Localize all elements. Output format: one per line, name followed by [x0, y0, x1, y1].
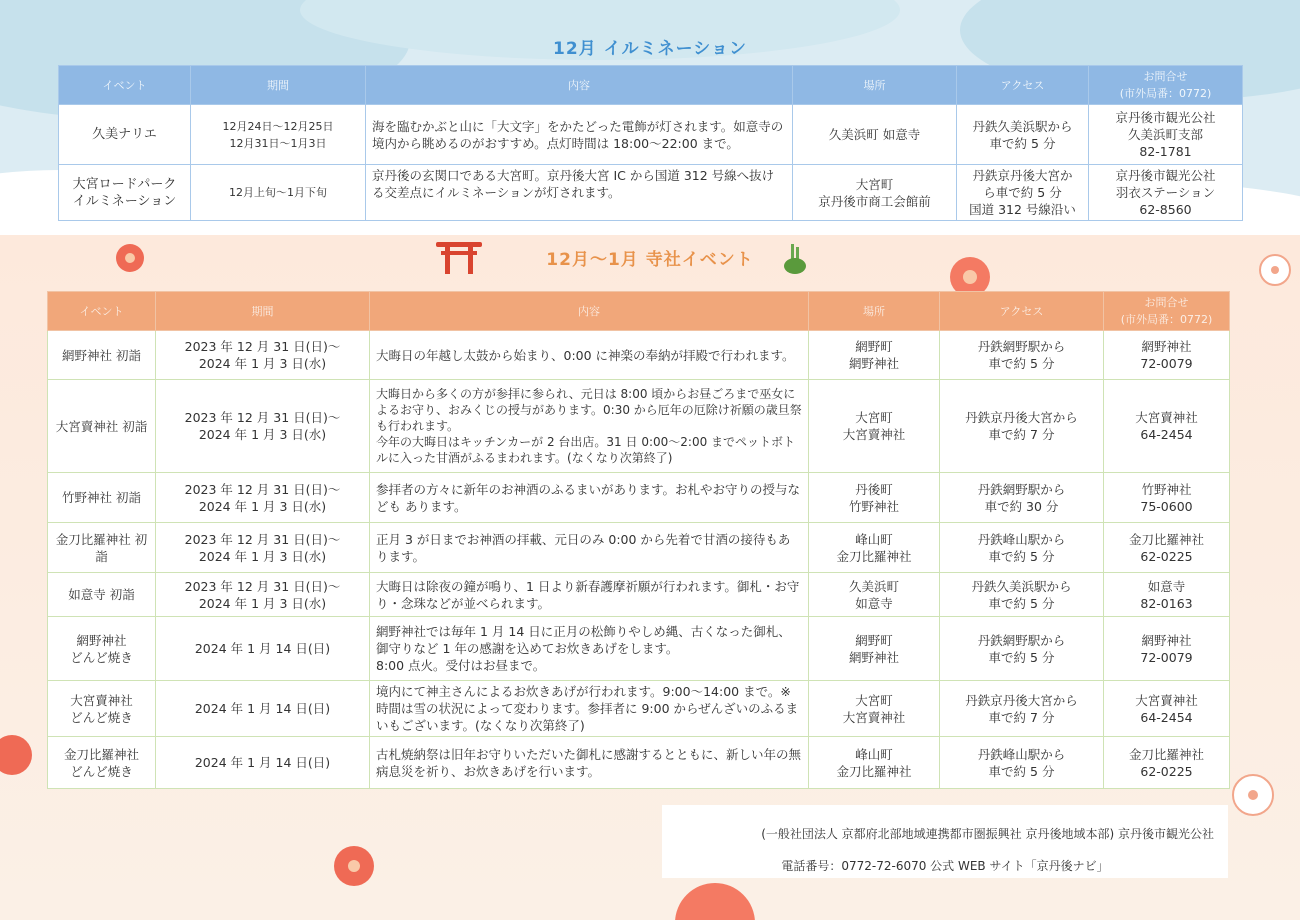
temple-events-title: 12月〜1月 寺社イベント: [546, 250, 754, 270]
event-period: 2023 年 12 月 31 日(日)〜 2024 年 1 月 3 日(水): [156, 380, 370, 473]
event-name: 網野神社 初詣: [48, 331, 156, 380]
event-place: 峰山町 金刀比羅神社: [809, 737, 940, 789]
header-contact: お問合せ (市外局番：0772): [1104, 292, 1230, 331]
event-content: 大晦日から多くの方が参拝に参られ、元日は 8:00 頃からお昼ごろまで巫女によるお守り、おみくじの授与があります。0:30 から厄年の厄除け祈願の歳旦祭も行われます。 今年の大晦日はキッチンカーが 2 台出店。31 日 0:00〜2:00 までペットボトルに入った甘酒がふるまわれます。(なくなり次第終了): [370, 380, 809, 473]
header-content: 内容: [370, 292, 809, 331]
event-content: 正月 3 が日までお神酒の拝載、元日のみ 0:00 から先着で甘酒の接待もあります。: [370, 523, 809, 573]
event-name: 竹野神社 初詣: [48, 473, 156, 523]
event-place: 久美浜町 如意寺: [793, 105, 957, 165]
event-access: 丹鉄峰山駅から 車で約 5 分: [940, 737, 1104, 789]
table-row: [48, 573, 1230, 617]
header-period: 期間: [191, 66, 366, 105]
header-access: アクセス: [940, 292, 1104, 331]
table-row: [59, 165, 1243, 221]
table-row: [48, 617, 1230, 681]
plum-blossom-icon: [0, 730, 40, 780]
footer-organization: (一般社団法人 京都府北部地域連携都市圏振興社 京丹後地域本部) 京丹後市観光公社: [761, 827, 1214, 841]
event-access: 丹鉄網野駅から 車で約 5 分: [940, 331, 1104, 380]
event-place: 網野町 網野神社: [809, 617, 940, 681]
temple-events-table: [47, 291, 1230, 789]
header-access: アクセス: [957, 66, 1089, 105]
event-name: 如意寺 初詣: [48, 573, 156, 617]
footer-contact: 電話番号：0772-72-6070 公式 WEB サイト「京丹後ナビ」: [781, 859, 1109, 873]
event-access: 丹鉄京丹後大宮から 車で約 7 分: [940, 681, 1104, 737]
event-place: 大宮町 大宮賣神社: [809, 380, 940, 473]
table-row: [48, 331, 1230, 380]
footer-box: [662, 805, 1228, 878]
table-row: [48, 523, 1230, 573]
plum-blossom-icon: [330, 842, 378, 890]
event-place: 大宮町 京丹後市商工会館前: [793, 165, 957, 221]
event-place: 大宮町 大宮賣神社: [809, 681, 940, 737]
event-name: 大宮賣神社 どんど焼き: [48, 681, 156, 737]
event-content: 大晦日の年越し太鼓から始まり、0:00 に神楽の奉納が拝殿で行われます。: [370, 331, 809, 380]
header-event: イベント: [59, 66, 191, 105]
event-period: 2023 年 12 月 31 日(日)〜 2024 年 1 月 3 日(水): [156, 331, 370, 380]
event-access: 丹鉄網野駅から 車で約 30 分: [940, 473, 1104, 523]
event-period: 2024 年 1 月 14 日(日): [156, 681, 370, 737]
event-content: 大晦日は除夜の鐘が鳴り、1 日より新春護摩祈願が行われます。御札・お守り・念珠などが並べられます。: [370, 573, 809, 617]
event-access: 丹鉄久美浜駅から 車で約 5 分: [940, 573, 1104, 617]
event-content: 京丹後の玄関口である大宮町。京丹後大宮 IC から国道 312 号線へ抜ける交差点にイルミネーションが灯されます。: [366, 165, 793, 221]
header-place: 場所: [793, 66, 957, 105]
table-header-row: [59, 66, 1243, 105]
event-contact: 大宮賣神社 64-2454: [1104, 681, 1230, 737]
event-content: 境内にて神主さんによるお炊きあげが行われます。9:00〜14:00 まで。※時間は雪の状況によって変わります。参拝者に 9:00 からぜんざいのふるまいもございます。(なくなり次第終了): [370, 681, 809, 737]
event-contact: 京丹後市観光公社 羽衣ステーション 62-8560: [1089, 165, 1243, 221]
event-name: 久美ナリエ: [59, 105, 191, 165]
event-content: 網野神社では毎年 1 月 14 日に正月の松飾りやしめ縄、古くなった御札、御守りなど 1 年の感謝を込めてお炊きあげをします。 8:00 点火。受付はお昼まで。: [370, 617, 809, 681]
event-place: 峰山町 金刀比羅神社: [809, 523, 940, 573]
event-access: 丹鉄京丹後大宮から 車で約 7 分: [940, 380, 1104, 473]
event-contact: 金刀比羅神社 62-0225: [1104, 737, 1230, 789]
event-place: 丹後町 竹野神社: [809, 473, 940, 523]
illumination-table: [58, 65, 1243, 221]
event-period: 2024 年 1 月 14 日(日): [156, 737, 370, 789]
event-place: 網野町 網野神社: [809, 331, 940, 380]
table-row: [48, 473, 1230, 523]
event-content: 古札焼納祭は旧年お守りいただいた御札に感謝するとともに、新しい年の無病息災を祈り、お炊きあげを行います。: [370, 737, 809, 789]
event-name: 金刀比羅神社 初詣: [48, 523, 156, 573]
event-access: 丹鉄久美浜駅から 車で約 5 分: [957, 105, 1089, 165]
illumination-title: 12月 イルミネーション: [553, 39, 747, 59]
event-content: 海を臨むかぶと山に「大文字」をかたどった電飾が灯されます。如意寺の境内から眺めるのがおすすめ。点灯時間は 18:00〜22:00 まで。: [366, 105, 793, 165]
table-row: [59, 105, 1243, 165]
event-period: 12月24日〜12月25日 12月31日〜1月3日: [191, 105, 366, 165]
event-contact: 網野神社 72-0079: [1104, 617, 1230, 681]
event-contact: 金刀比羅神社 62-0225: [1104, 523, 1230, 573]
header-event: イベント: [48, 292, 156, 331]
event-access: 丹鉄網野駅から 車で約 5 分: [940, 617, 1104, 681]
event-period: 2023 年 12 月 31 日(日)〜 2024 年 1 月 3 日(水): [156, 523, 370, 573]
event-name: 網野神社 どんど焼き: [48, 617, 156, 681]
event-access: 丹鉄峰山駅から 車で約 5 分: [940, 523, 1104, 573]
event-content: 参拝者の方々に新年のお神酒のふるまいがあります。お札やお守りの授与なども あります。: [370, 473, 809, 523]
event-access: 丹鉄京丹後大宮か ら車で約 5 分 国道 312 号線沿い: [957, 165, 1089, 221]
plum-blossom-icon: [650, 878, 780, 920]
event-contact: 竹野神社 75-0600: [1104, 473, 1230, 523]
event-place: 久美浜町 如意寺: [809, 573, 940, 617]
header-content: 内容: [366, 66, 793, 105]
event-period: 12月上旬〜1月下旬: [191, 165, 366, 221]
event-contact: 如意寺 82-0163: [1104, 573, 1230, 617]
event-period: 2023 年 12 月 31 日(日)〜 2024 年 1 月 3 日(水): [156, 473, 370, 523]
table-row: [48, 681, 1230, 737]
table-row: [48, 380, 1230, 473]
table-header-row: [48, 292, 1230, 331]
event-period: 2024 年 1 月 14 日(日): [156, 617, 370, 681]
table-row: [48, 737, 1230, 789]
event-contact: 京丹後市観光公社 久美浜町支部 82-1781: [1089, 105, 1243, 165]
header-contact: お問合せ (市外局番：0772): [1089, 66, 1243, 105]
event-name: 大宮ロードパーク イルミネーション: [59, 165, 191, 221]
header-period: 期間: [156, 292, 370, 331]
event-contact: 大宮賣神社 64-2454: [1104, 380, 1230, 473]
event-name: 大宮賣神社 初詣: [48, 380, 156, 473]
event-name: 金刀比羅神社 どんど焼き: [48, 737, 156, 789]
event-period: 2023 年 12 月 31 日(日)〜 2024 年 1 月 3 日(水): [156, 573, 370, 617]
header-place: 場所: [809, 292, 940, 331]
event-contact: 網野神社 72-0079: [1104, 331, 1230, 380]
plum-blossom-icon: [1228, 770, 1278, 820]
